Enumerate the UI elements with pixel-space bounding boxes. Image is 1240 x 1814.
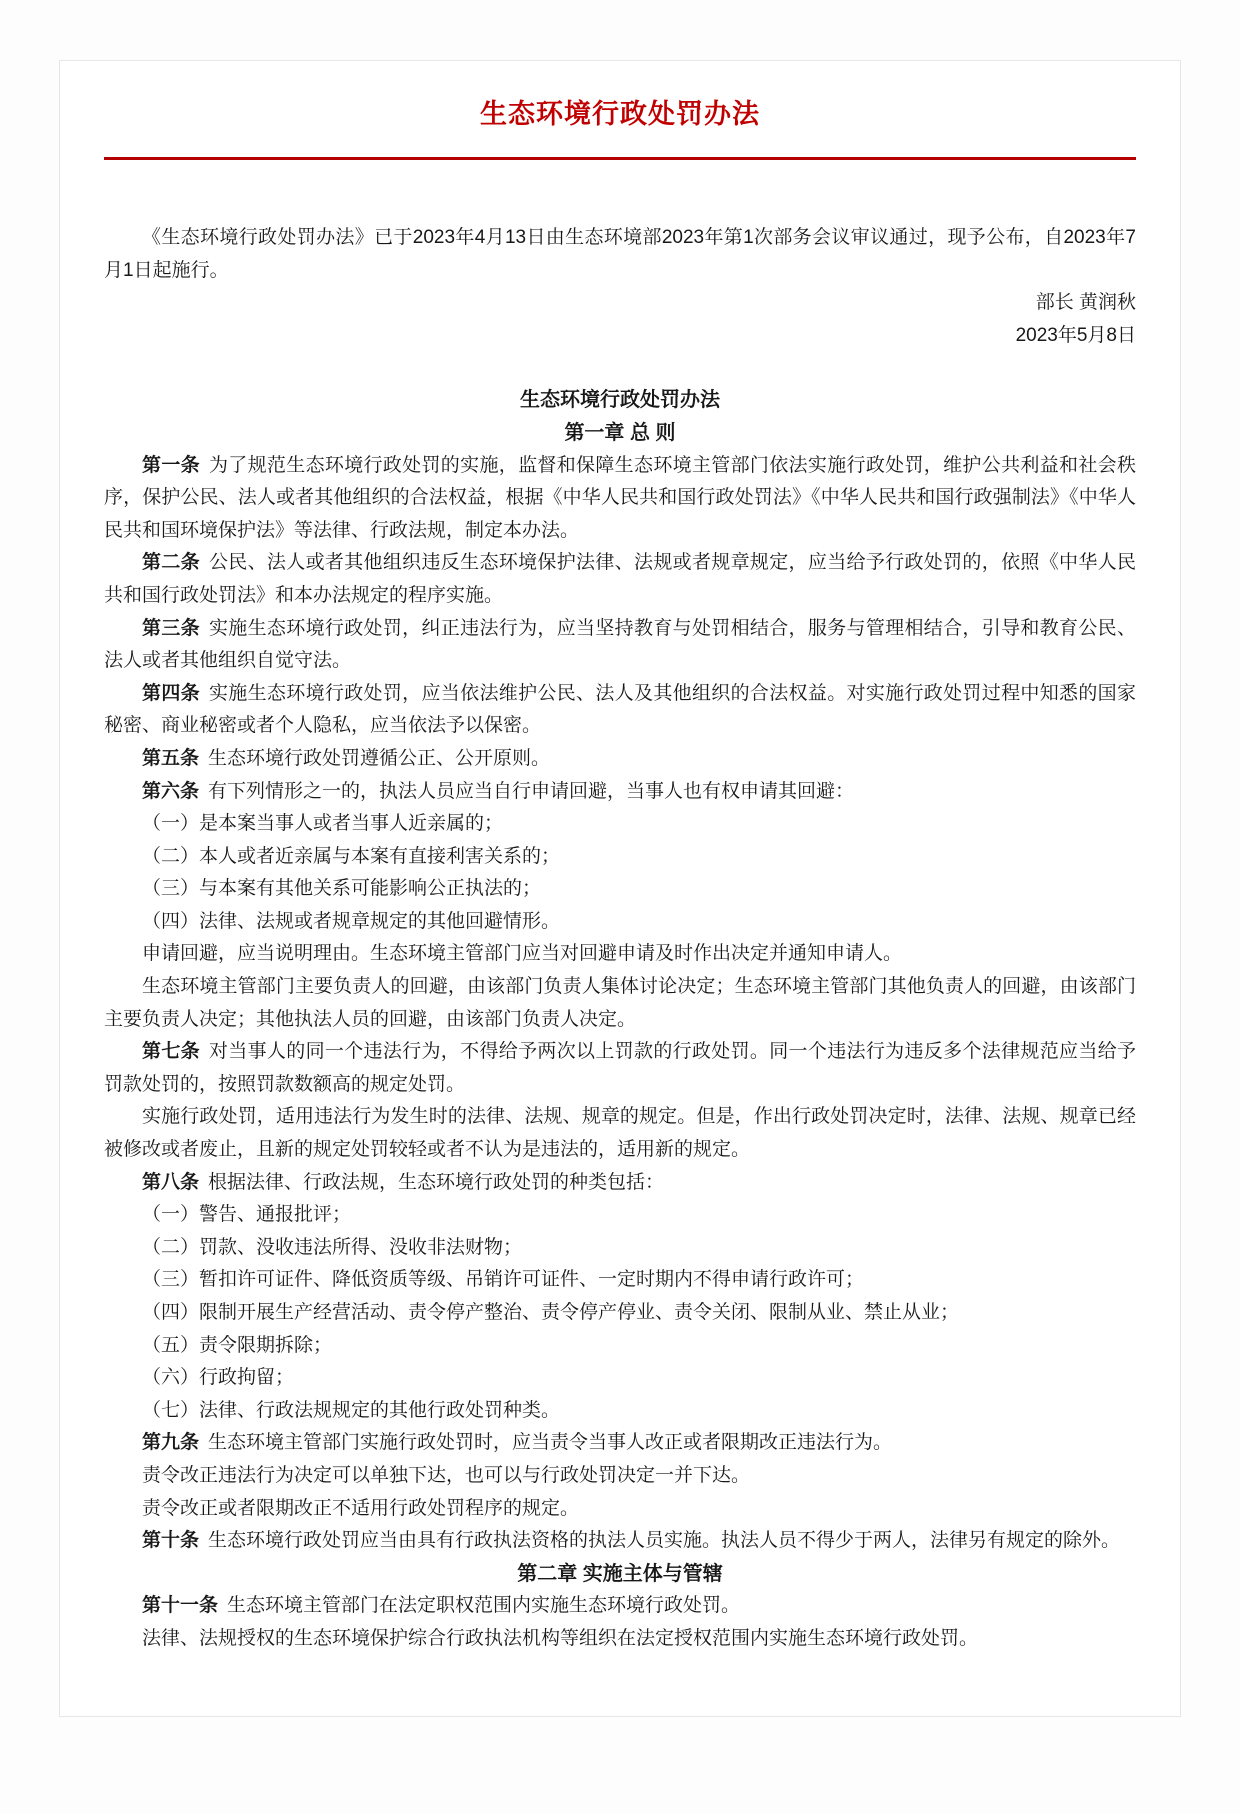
intro-paragraph: 《生态环境行政处罚办法》已于2023年4月13日由生态环境部2023年第1次部务会议审议通过，现予公布，自2023年7月1日起施行。 <box>104 227 1136 281</box>
paragraph-text: 实施生态环境行政处罚，应当依法维护公民、法人及其他组织的合法权益。对实施行政处罚过程中知悉的国家秘密、商业秘密或者个人隐私，应当依法予以保密。 <box>104 682 1136 737</box>
article-number: 第四条 <box>142 682 200 704</box>
list-item <box>104 808 1136 841</box>
paragraph <box>104 1623 1136 1656</box>
document-body-section <box>104 384 1136 1655</box>
paragraph-text: （三）与本案有其他关系可能影响公正执法的； <box>142 878 542 900</box>
article-number: 第五条 <box>142 747 200 769</box>
article-paragraph <box>104 1427 1136 1460</box>
paragraph-text: 法律、法规授权的生态环境保护综合行政执法机构等组织在法定授权范围内实施生态环境行政处罚。 <box>142 1627 979 1649</box>
paragraph-text: 生态环境行政处罚应当由具有行政执法资格的执法人员实施。执法人员不得少于两人，法律另有规定的除外。 <box>208 1530 1121 1552</box>
article-number: 第八条 <box>142 1171 200 1193</box>
paragraph-text: 实施生态环境行政处罚，纠正违法行为，应当坚持教育与处罚相结合，服务与管理相结合，引导和教育公民、法人或者其他组织自觉守法。 <box>104 617 1136 672</box>
article-paragraph <box>104 613 1136 678</box>
article-paragraph <box>104 450 1136 548</box>
list-item <box>104 906 1136 939</box>
list-item <box>104 1264 1136 1297</box>
paragraph-text: （二）本人或者近亲属与本案有直接利害关系的； <box>142 845 561 867</box>
article-number: 第十条 <box>142 1530 200 1552</box>
list-item <box>104 1232 1136 1265</box>
list-item <box>104 1199 1136 1232</box>
paragraph-text: 第一章 总 则 <box>564 421 676 444</box>
paragraph-text: 实施行政处罚，适用违法行为发生时的法律、法规、规章的规定。但是，作出行政处罚决定时，法律、法规、规章已经被修改或者废止，且新的规定处罚较轻或者不认为是违法的，适用新的规定。 <box>104 1106 1136 1161</box>
intro-section <box>104 222 1136 287</box>
article-number: 第七条 <box>142 1041 200 1063</box>
article-number: 第六条 <box>142 780 200 802</box>
page-title: 生态环境行政处罚办法 <box>480 99 760 129</box>
article-paragraph <box>104 776 1136 809</box>
paragraph-text: 对当事人的同一个违法行为，不得给予两次以上罚款的行政处罚。同一个违法行为违反多个法律规范应当给予罚款处罚的，按照罚款数额高的规定处罚。 <box>104 1041 1136 1095</box>
list-item <box>104 1297 1136 1330</box>
article-paragraph <box>104 1525 1136 1558</box>
paragraph-text: 责令改正或者限期改正不适用行政处罚程序的规定。 <box>142 1497 580 1519</box>
paragraph-text: （五）责令限期拆除； <box>142 1334 333 1356</box>
paragraph-text: （四）限制开展生产经营活动、责令停产整治、责令停产停业、责令关闭、限制从业、禁止从业； <box>142 1302 960 1323</box>
paragraph <box>104 1101 1136 1166</box>
article-paragraph <box>104 1167 1136 1200</box>
paragraph-text: （二）罚款、没收违法所得、没收非法财物； <box>142 1236 523 1258</box>
paragraph-text: （一）警告、通报批评； <box>142 1204 352 1226</box>
paragraph-text: 有下列情形之一的，执法人员应当自行申请回避，当事人也有权申请其回避： <box>208 780 855 802</box>
list-item <box>104 873 1136 906</box>
paragraph-text: （六）行政拘留； <box>142 1367 295 1389</box>
list-item <box>104 1362 1136 1395</box>
list-item <box>104 841 1136 874</box>
chapter-heading <box>104 1558 1136 1591</box>
paragraph-text: 生态环境主管部门在法定职权范围内实施生态环境行政处罚。 <box>227 1595 741 1617</box>
signature-minister: 部长 黄润秋 <box>1035 292 1136 314</box>
document-heading: 生态环境行政处罚办法 <box>520 389 720 412</box>
paragraph-text: （一）是本案当事人或者当事人近亲属的； <box>142 813 504 835</box>
title-rule <box>104 157 1136 160</box>
article-paragraph <box>104 547 1136 612</box>
list-item <box>104 1395 1136 1428</box>
paragraph <box>104 938 1136 971</box>
paragraph <box>104 1493 1136 1526</box>
paragraph-text: 第二章 实施主体与管辖 <box>517 1562 723 1585</box>
paragraph-text: 为了规范生态环境行政处罚的实施，监督和保障生态环境主管部门依法实施行政处罚，维护公共利益和社会秩序，保护公民、法人或者其他组织的合法权益，根据《中华人民共和国行政处罚法》《中华人民共和国行政强制法》《中华人民共和国环境保护法》等法律、行政法规，制定本办法。 <box>104 454 1136 541</box>
paragraph-text: 责令改正违法行为决定可以单独下达，也可以与行政处罚决定一并下达。 <box>142 1464 751 1486</box>
paragraph <box>104 971 1136 1036</box>
article-paragraph <box>104 743 1136 776</box>
article-number: 第九条 <box>142 1432 200 1454</box>
article-number: 第二条 <box>142 552 200 574</box>
paragraph-text: 生态环境主管部门主要负责人的回避，由该部门负责人集体讨论决定；生态环境主管部门其他负责人的回避，由该部门主要负责人决定；其他执法人员的回避，由该部门负责人决定。 <box>104 976 1136 1030</box>
signature-block <box>104 287 1136 352</box>
paragraph-text: （七）法律、行政法规规定的其他行政处罚种类。 <box>142 1399 561 1421</box>
paragraph-text: 公民、法人或者其他组织违反生态环境保护法律、法规或者规章规定，应当给予行政处罚的，依照《中华人民共和国行政处罚法》和本办法规定的程序实施。 <box>104 552 1136 606</box>
article-number: 第十一条 <box>142 1595 219 1617</box>
signature-date: 2023年5月8日 <box>1015 324 1136 346</box>
document-body <box>104 417 1136 1656</box>
list-item <box>104 1330 1136 1363</box>
paragraph <box>104 1460 1136 1493</box>
document-page <box>59 60 1181 1717</box>
article-paragraph <box>104 678 1136 743</box>
article-paragraph <box>104 1036 1136 1101</box>
paragraph-text: 申请回避，应当说明理由。生态环境主管部门应当对回避申请及时作出决定并通知申请人。 <box>142 943 903 965</box>
article-paragraph <box>104 1590 1136 1623</box>
paragraph-text: 生态环境主管部门实施行政处罚时，应当责令当事人改正或者限期改正违法行为。 <box>208 1432 893 1454</box>
article-number: 第一条 <box>142 454 200 476</box>
paragraph-text: （四）法律、法规或者规章规定的其他回避情形。 <box>142 910 561 932</box>
article-number: 第三条 <box>142 617 200 639</box>
paragraph-text: 根据法律、行政法规，生态环境行政处罚的种类包括： <box>208 1171 665 1193</box>
chapter-heading <box>104 417 1136 450</box>
paragraph-text: 生态环境行政处罚遵循公正、公开原则。 <box>208 747 551 769</box>
paragraph-text: （三）暂扣许可证件、降低资质等级、吊销许可证件、一定时期内不得申请行政许可； <box>142 1269 865 1291</box>
